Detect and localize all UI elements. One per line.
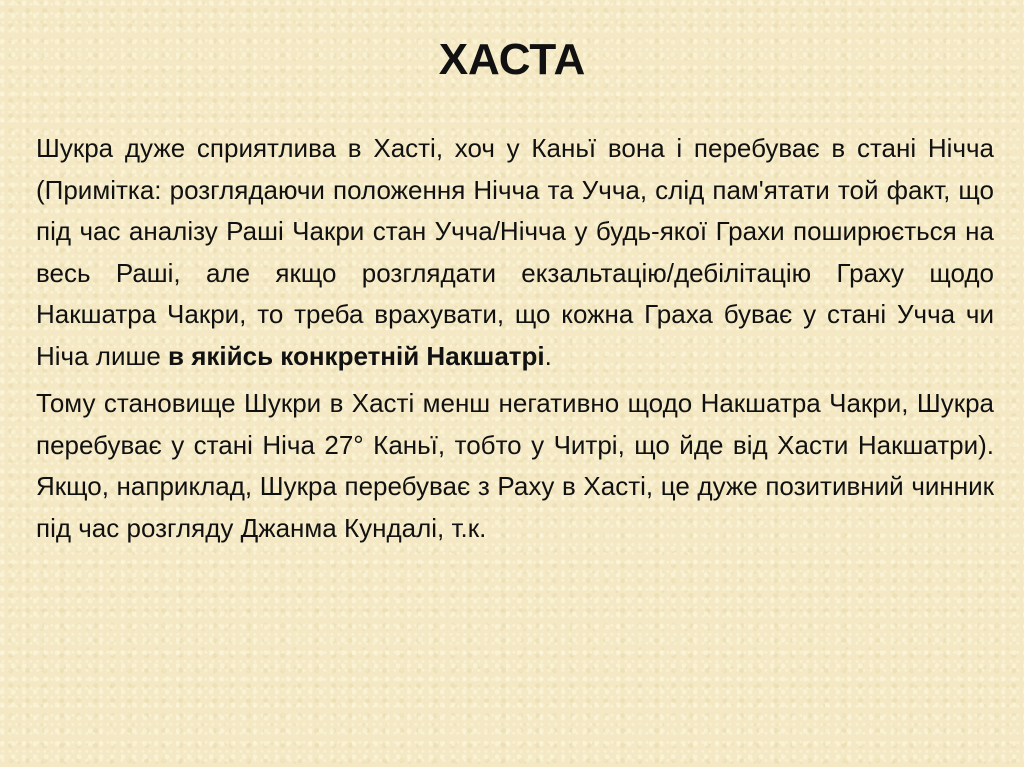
paragraph-1-text: Шукра дуже сприятлива в Хасті, хоч у Каньї вона і перебуває в стані Нічча (Примітка: розглядаючи положення Нічча та Учча, слід пам'ятати той факт, що під час аналізу Раші Чакри стан Учча/Нічча у будь-якої Грахи поширюється на весь Раші, але якщо розглядати екзальтацію/дебілітацію Граху щодо Накшатра Чакри, то треба врахувати, що кожна Граха буває у стані Учча чи Ніча лише xyxy=(36,133,994,371)
paragraph-2: Тому становище Шукри в Хасті менш негативно щодо Накшатра Чакри, Шукра перебуває у стані Ніча 27° Каньї, тобто у Читрі, що йде від Хасти Накшатри). Якщо, наприклад, Шукра перебуває з Раху в Хасті, це дуже позитивний чинник під час розгляду Джанма Кундалі, т.к. xyxy=(36,388,994,543)
paragraph-1-end: . xyxy=(544,340,552,371)
paragraph-1-bold-text: в якійсь конкретній Накшатрі xyxy=(168,340,545,371)
paragraph-1 xyxy=(36,128,994,377)
slide-body xyxy=(36,128,994,549)
slide-title: ХАСТА xyxy=(438,35,586,84)
